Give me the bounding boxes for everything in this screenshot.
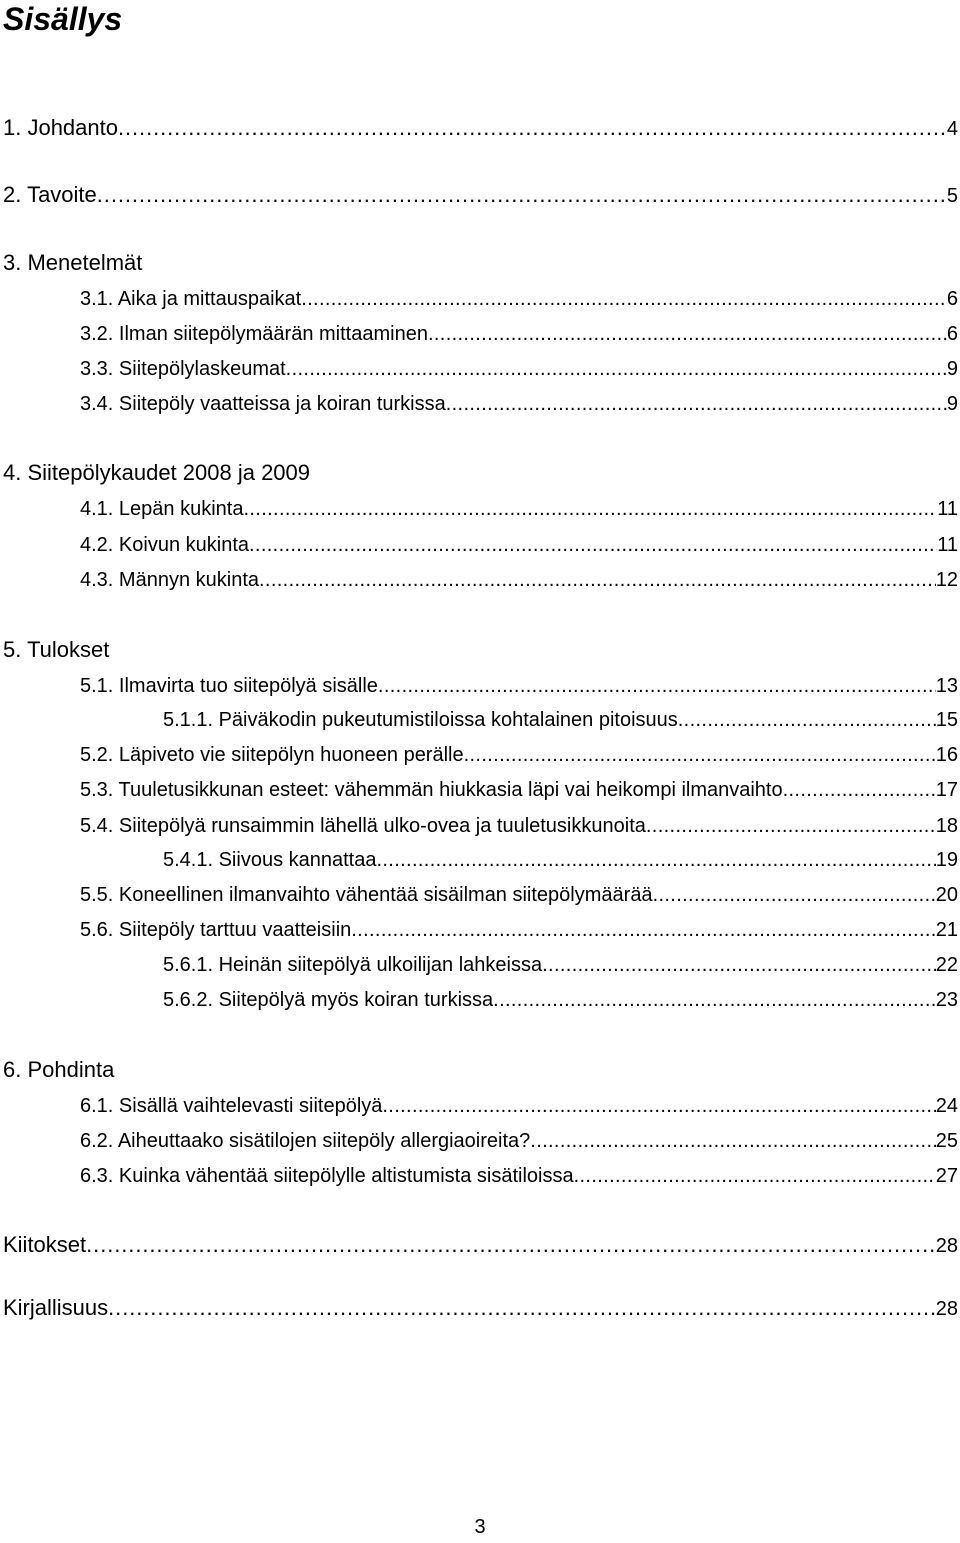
toc-entry[interactable] xyxy=(80,1092,960,1120)
dot-leader xyxy=(118,114,947,142)
toc-entry[interactable] xyxy=(80,916,960,944)
toc-entry[interactable] xyxy=(80,1127,960,1155)
toc-entry[interactable] xyxy=(3,181,960,209)
dot-leader xyxy=(286,355,947,383)
dot-leader xyxy=(574,1162,936,1190)
toc-entry-page: 28 xyxy=(935,1235,958,1257)
toc-entry[interactable] xyxy=(80,881,960,909)
toc-entry[interactable] xyxy=(80,320,960,348)
toc-entry[interactable] xyxy=(80,285,960,313)
dot-leader xyxy=(646,812,936,840)
toc-entry[interactable] xyxy=(80,741,960,769)
toc-entry[interactable] xyxy=(163,986,960,1014)
toc-entry[interactable] xyxy=(163,951,960,979)
toc-entry-page: 4 xyxy=(946,118,958,140)
toc-entry-label[interactable]: 5.5. Koneellinen ilmanvaihto vähentää sisäilman siitepölymäärää xyxy=(80,884,653,906)
toc-entry-page: 9 xyxy=(946,358,958,380)
toc-entry[interactable] xyxy=(80,355,960,383)
dot-leader xyxy=(382,1092,935,1120)
page-title: Sisällys xyxy=(3,1,123,37)
toc-entry-label[interactable]: 5.3. Tuuletusikkunan esteet: vähemmän hiukkasia läpi vai heikompi ilmanvaihto xyxy=(80,779,783,801)
toc-entry-label[interactable]: 5.2. Läpiveto vie siitepölyn huoneen perälle xyxy=(80,744,464,766)
dot-leader xyxy=(376,846,935,874)
toc-entry[interactable] xyxy=(80,390,960,418)
toc-entry-label[interactable]: 2. Tavoite xyxy=(3,182,97,207)
toc-entry[interactable] xyxy=(80,566,960,594)
toc-entry-page: 27 xyxy=(935,1165,958,1187)
toc-heading: 4. Siitepölykaudet 2008 ja 2009 xyxy=(3,460,311,485)
toc-entry-label[interactable]: 6.1. Sisällä vaihtelevasti siitepölyä xyxy=(80,1095,383,1117)
toc-entry-label[interactable]: 3.3. Siitepölylaskeumat xyxy=(80,358,286,380)
dot-leader xyxy=(97,181,947,209)
toc-entry-label[interactable]: 5.6.1. Heinän siitepölyä ulkoilijan lahkeissa xyxy=(163,954,543,976)
toc-entry[interactable] xyxy=(3,1231,960,1259)
dot-leader xyxy=(428,320,947,348)
toc-entry-label[interactable]: 4.3. Männyn kukinta xyxy=(80,569,259,591)
toc-entry-label[interactable]: 3.2. Ilman siitepölymäärän mittaaminen xyxy=(80,323,428,345)
toc-entry-page: 11 xyxy=(937,534,958,556)
toc-entry[interactable] xyxy=(163,706,960,734)
toc-entry-label[interactable]: 3.4. Siitepöly vaatteissa ja koiran turkissa xyxy=(80,393,446,415)
dot-leader xyxy=(446,390,947,418)
toc-entry-page: 23 xyxy=(935,989,958,1011)
toc-entry-label[interactable]: 3.1. Aika ja mittauspaikat xyxy=(80,288,302,310)
toc-entry-label[interactable]: Kirjallisuus xyxy=(3,1295,109,1320)
toc-entry-page: 19 xyxy=(935,849,958,871)
toc-entry-label[interactable]: 5.1. Ilmavirta tuo siitepölyä sisälle xyxy=(80,675,378,697)
page-number: 3 xyxy=(474,1516,486,1538)
dot-leader xyxy=(86,1231,936,1259)
toc-entry-page: 6 xyxy=(946,288,958,310)
dot-leader xyxy=(783,776,936,804)
toc-entry[interactable] xyxy=(80,672,960,700)
toc-entry[interactable] xyxy=(3,1294,960,1322)
toc-entry-page: 9 xyxy=(946,393,958,415)
toc-entry-label[interactable]: 5.1.1. Päiväkodin pukeutumistiloissa kohtalainen pitoisuus xyxy=(163,709,678,731)
toc-entry[interactable] xyxy=(80,495,960,523)
toc-entry-label[interactable]: 6.3. Kuinka vähentää siitepölylle altistumista sisätiloissa xyxy=(80,1165,574,1187)
toc-entry-label[interactable]: 5.4. Siitepölyä runsaimmin lähellä ulko-ovea ja tuuletusikkunoita xyxy=(80,815,646,837)
toc-entry-label[interactable]: 5.6. Siitepöly tarttuu vaatteisiin xyxy=(80,919,352,941)
toc-entry-page: 13 xyxy=(935,675,958,697)
dot-leader xyxy=(301,285,947,313)
toc-entry-page: 18 xyxy=(935,815,958,837)
toc-entry-page: 24 xyxy=(935,1095,958,1117)
toc-entry[interactable] xyxy=(80,776,960,804)
toc-entry-label[interactable]: 5.6.2. Siitepölyä myös koiran turkissa xyxy=(163,989,494,1011)
toc-entry-label[interactable]: 6.2. Aiheuttaako sisätilojen siitepöly allergiaoireita? xyxy=(80,1130,531,1152)
toc-entry-page: 15 xyxy=(935,709,958,731)
dot-leader xyxy=(493,986,936,1014)
dot-leader xyxy=(249,531,937,559)
toc-entry[interactable] xyxy=(3,114,960,142)
toc-entry-label[interactable]: 4.2. Koivun kukinta xyxy=(80,534,249,556)
toc-entry-page: 11 xyxy=(937,498,958,520)
toc-entry-page: 6 xyxy=(946,323,958,345)
toc-entry-page: 22 xyxy=(935,954,958,976)
toc-entry[interactable] xyxy=(80,531,960,559)
toc-entry-page: 28 xyxy=(935,1298,958,1320)
dot-leader xyxy=(542,951,936,979)
toc-entry-page: 5 xyxy=(946,185,958,207)
dot-leader xyxy=(653,881,936,909)
toc-heading: 6. Pohdinta xyxy=(3,1057,115,1082)
dot-leader xyxy=(351,916,935,944)
toc-entry-page: 16 xyxy=(935,744,958,766)
toc-entry-label[interactable]: Kiitokset xyxy=(3,1232,87,1257)
toc-entry[interactable] xyxy=(163,846,960,874)
toc-entry-page: 25 xyxy=(935,1130,958,1152)
dot-leader xyxy=(243,495,937,523)
toc-heading: 5. Tulokset xyxy=(3,637,110,662)
dot-leader xyxy=(259,566,936,594)
toc-entry-label[interactable]: 4.1. Lepän kukinta xyxy=(80,498,244,520)
toc-entry-page: 21 xyxy=(935,919,958,941)
dot-leader xyxy=(530,1127,935,1155)
toc-entry[interactable] xyxy=(80,812,960,840)
toc-heading: 3. Menetelmät xyxy=(3,250,143,275)
dot-leader xyxy=(378,672,936,700)
dot-leader xyxy=(678,706,936,734)
toc-entry-label[interactable]: 5.4.1. Siivous kannattaa xyxy=(163,849,377,871)
toc-entry-page: 17 xyxy=(935,779,958,801)
toc-entry-page: 12 xyxy=(935,569,958,591)
toc-entry-label[interactable]: 1. Johdanto xyxy=(3,115,118,140)
dot-leader xyxy=(108,1294,936,1322)
toc-entry-page: 20 xyxy=(935,884,958,906)
dot-leader xyxy=(464,741,936,769)
toc-entry[interactable] xyxy=(80,1162,960,1190)
